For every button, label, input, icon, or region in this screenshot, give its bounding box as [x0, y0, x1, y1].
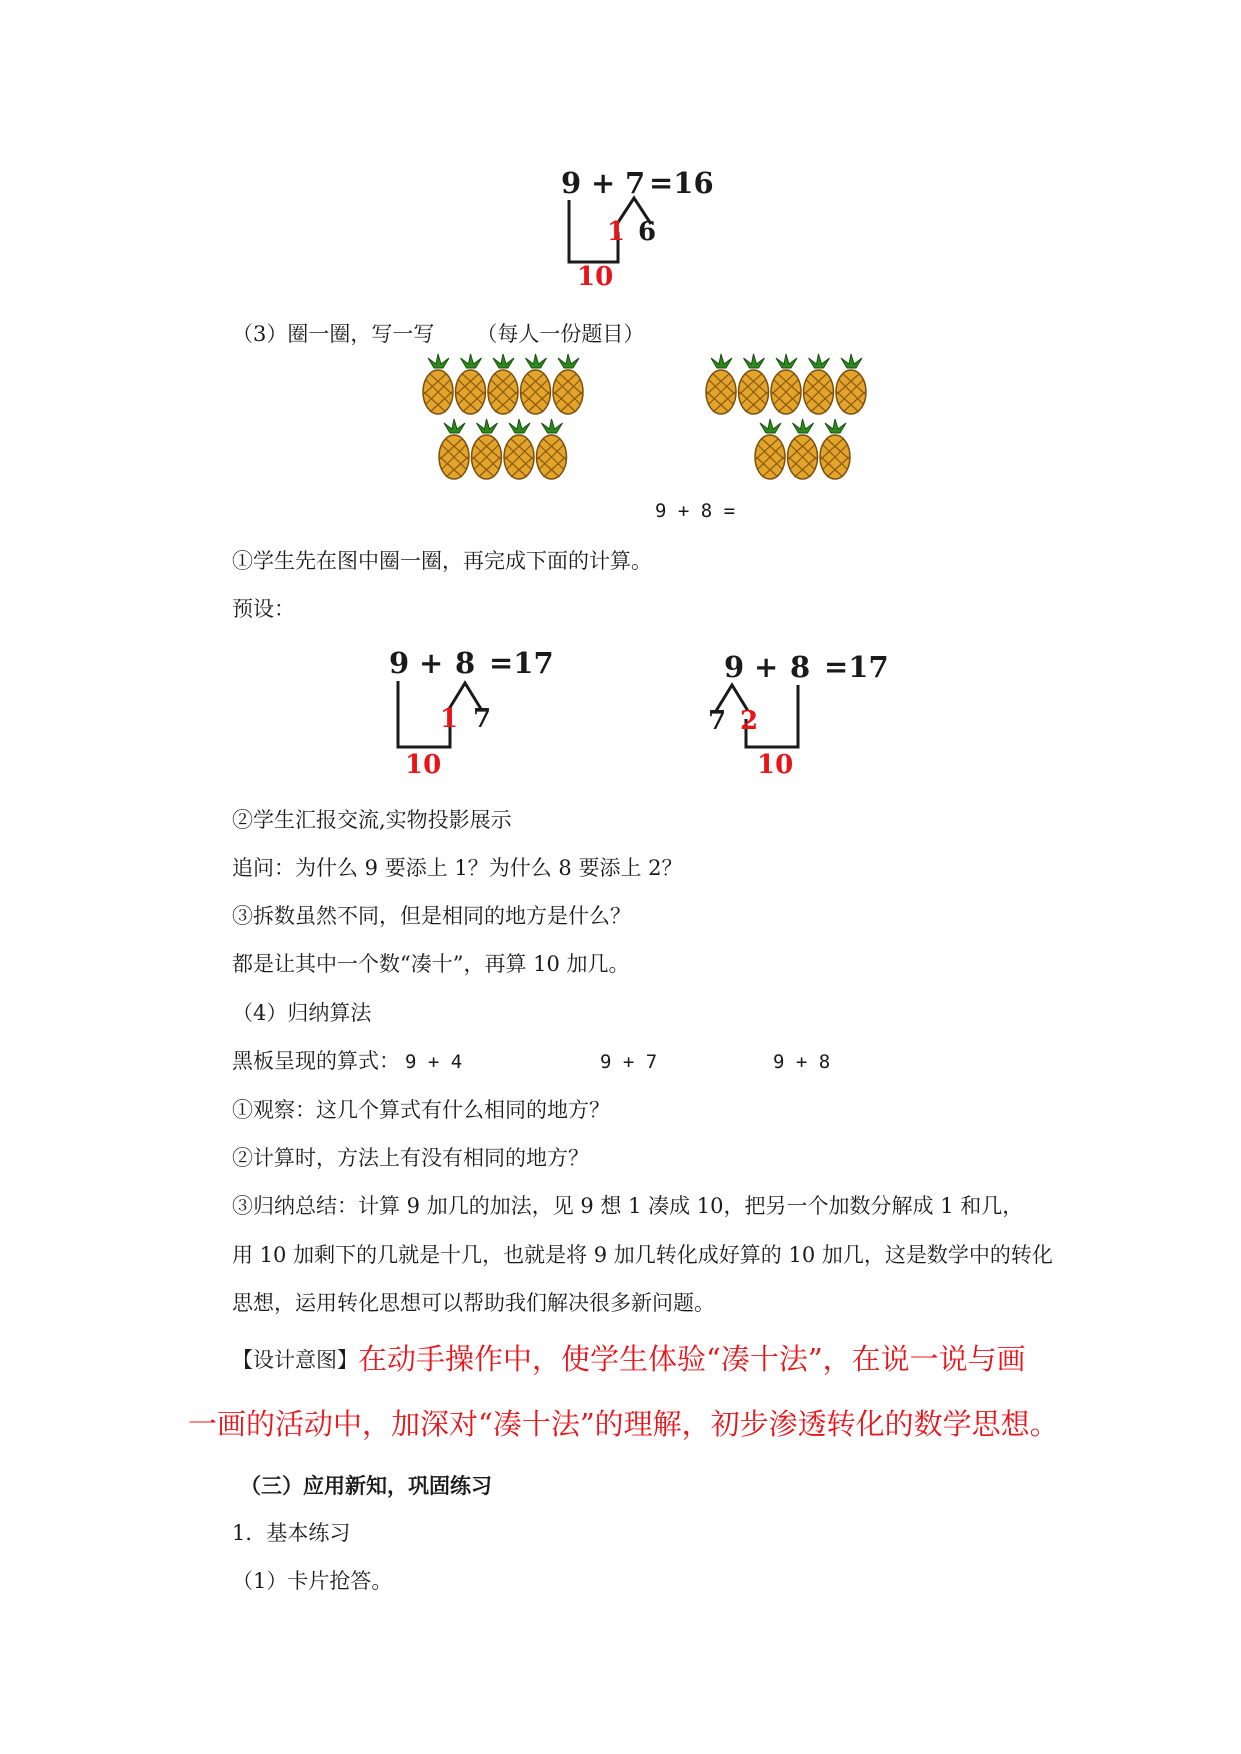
plus-sign: + — [591, 166, 616, 200]
ten-label: 10 — [405, 750, 442, 780]
pineapple-groups — [410, 360, 890, 490]
ten-label: 10 — [757, 750, 794, 780]
split-part-red: 1 — [440, 704, 459, 734]
summary-line: 用 10 加剩下的几就是十几，也就是将 9 加几转化成好算的 10 加几，这是数学中的转化 — [232, 1243, 1053, 1267]
addend-b: 7 — [625, 166, 646, 200]
section-3-note: （每人一份题目） — [476, 322, 645, 346]
ten-label: 10 — [577, 262, 614, 292]
observation-1: ①观察：这几个算式有什么相同的地方？ — [232, 1098, 610, 1122]
pineapple-icon — [739, 354, 769, 414]
section-4-heading: （4）归纳算法 — [232, 1001, 372, 1025]
pineapple-icon — [488, 354, 518, 414]
section-apply-heading: （三）应用新知，巩固练习 — [240, 1473, 492, 1498]
summary-line: ③归纳总结：计算 9 加几的加法，见 9 想 1 凑成 10，把另一个加数分解成 1 和几， — [232, 1194, 1024, 1218]
pineapple-icon — [706, 354, 736, 414]
make-ten-diagram-split-8 — [383, 643, 563, 780]
board-label: 黑板呈现的算式： — [232, 1049, 400, 1073]
section-3-label: （3）圈一圈，写一写 — [232, 322, 435, 346]
addend-a: 9 — [389, 646, 410, 680]
pineapple-icon — [472, 419, 502, 479]
pineapple-icon — [836, 354, 866, 414]
step-1-text: ①学生先在图中圈一圈，再完成下面的计算。 — [232, 549, 652, 573]
board-expression: 9 + 8 — [773, 1051, 831, 1073]
plus-sign: + — [754, 650, 779, 684]
pineapple-icon — [521, 354, 551, 414]
board-expression: 9 + 4 — [405, 1051, 463, 1073]
design-intent-text: 在动手操作中，使学生体验“凑十法”，在说一说与画 — [358, 1342, 1026, 1376]
design-intent-line-1 — [232, 1342, 1026, 1376]
step-3-answer: 都是让其中一个数“凑十”，再算 10 加几。 — [232, 952, 630, 976]
make-ten-diagram-split-9 — [702, 645, 902, 780]
pineapple-icon — [771, 354, 801, 414]
card-quiz-item: （1）卡片抢答。 — [232, 1569, 393, 1593]
pineapple-icon — [537, 419, 567, 479]
design-intent-label: 【设计意图】 — [232, 1348, 358, 1372]
board-expression: 9 + 7 — [600, 1051, 658, 1073]
addend-b: 8 — [455, 646, 476, 680]
make-ten-diagram-9-plus-7 — [555, 160, 715, 292]
pineapple-icon — [553, 354, 583, 414]
addend-a: 9 — [724, 650, 745, 684]
preset-label: 预设： — [232, 597, 295, 621]
pineapple-icon — [820, 419, 850, 479]
split-part: 7 — [473, 704, 492, 734]
result: =17 — [824, 650, 889, 684]
step-3-text: ③拆数虽然不同，但是相同的地方是什么？ — [232, 904, 631, 928]
result: =16 — [649, 166, 714, 200]
section-3-heading — [232, 324, 644, 345]
addend-b: 8 — [790, 650, 811, 684]
design-intent-text: 一画的活动中，加深对“凑十法”的理解，初步渗透转化的数学思想。 — [188, 1407, 1059, 1441]
split-part-red: 2 — [740, 706, 759, 736]
addend-a: 9 — [561, 166, 582, 200]
result: =17 — [489, 646, 554, 680]
pineapple-icon — [755, 419, 785, 479]
pineapple-icon — [504, 419, 534, 479]
split-part: 7 — [708, 706, 727, 736]
split-part-red: 1 — [607, 217, 626, 247]
summary-line: 思想，运用转化思想可以帮助我们解决很多新问题。 — [232, 1291, 715, 1315]
basic-practice-heading: 1．基本练习 — [232, 1521, 351, 1545]
pineapple-icon — [788, 419, 818, 479]
pineapple-icon — [456, 354, 486, 414]
follow-up-question: 追问：为什么 9 要添上 1？为什么 8 要添上 2？ — [232, 856, 683, 880]
step-2-text: ②学生汇报交流,实物投影展示 — [232, 808, 512, 832]
pineapple-icon — [804, 354, 834, 414]
pineapple-icon — [423, 354, 453, 414]
expression-9-plus-8: 9 + 8 = — [655, 500, 736, 522]
split-part: 6 — [638, 217, 657, 247]
observation-2: ②计算时，方法上有没有相同的地方？ — [232, 1146, 589, 1170]
plus-sign: + — [419, 646, 444, 680]
pineapple-icon — [439, 419, 469, 479]
